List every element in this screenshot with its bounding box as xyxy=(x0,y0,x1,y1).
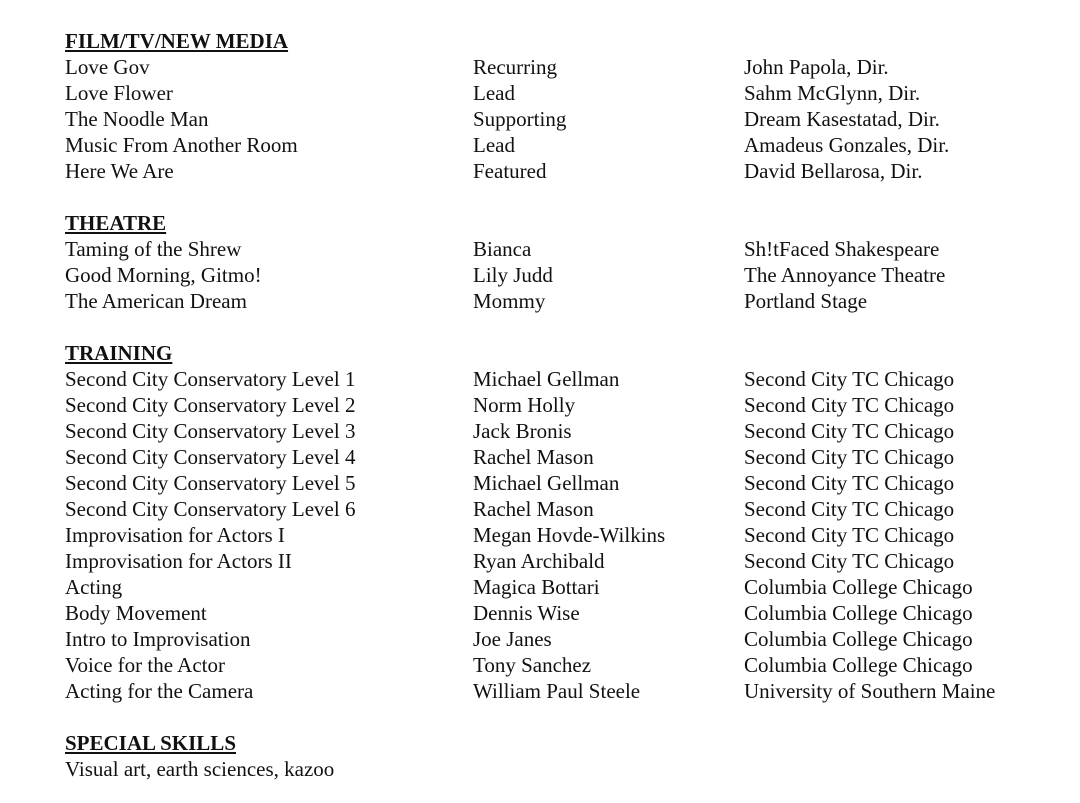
training-section xyxy=(65,340,1055,704)
credit-row xyxy=(65,574,1055,600)
credit-role: Recurring xyxy=(473,55,557,79)
credit-row xyxy=(65,158,1055,184)
credit-title: Second City Conservatory Level 3 xyxy=(65,419,356,443)
credit-role: Jack Bronis xyxy=(473,419,572,443)
theatre-rows xyxy=(65,236,1055,314)
credit-row xyxy=(65,132,1055,158)
credit-row xyxy=(65,548,1055,574)
credit-director: Second City TC Chicago xyxy=(744,393,955,417)
credit-director: John Papola, Dir. xyxy=(744,55,889,79)
credit-director: Second City TC Chicago xyxy=(744,445,955,469)
credit-title: Second City Conservatory Level 1 xyxy=(65,367,356,391)
credit-director: Second City TC Chicago xyxy=(744,497,955,521)
credit-title: Second City Conservatory Level 4 xyxy=(65,445,356,469)
credit-director: Second City TC Chicago xyxy=(744,367,955,391)
credit-director: Second City TC Chicago xyxy=(744,471,955,495)
credit-role: Lead xyxy=(473,133,515,157)
credit-title: Second City Conservatory Level 6 xyxy=(65,497,356,521)
credit-row xyxy=(65,626,1055,652)
credit-role: Rachel Mason xyxy=(473,445,594,469)
credit-role: Mommy xyxy=(473,289,546,313)
credit-title: Second City Conservatory Level 5 xyxy=(65,471,356,495)
credit-title: Acting for the Camera xyxy=(65,679,254,703)
credit-director: Amadeus Gonzales, Dir. xyxy=(744,133,950,157)
credit-director: Columbia College Chicago xyxy=(744,575,973,599)
credit-role: William Paul Steele xyxy=(473,679,641,703)
credit-row xyxy=(65,288,1055,314)
credit-role: Dennis Wise xyxy=(473,601,580,625)
credit-role: Rachel Mason xyxy=(473,497,594,521)
credit-row xyxy=(65,262,1055,288)
credit-title: Here We Are xyxy=(65,159,174,183)
credit-director: Columbia College Chicago xyxy=(744,653,973,677)
credit-title: Improvisation for Actors I xyxy=(65,523,285,547)
credit-title: Love Gov xyxy=(65,55,150,79)
credit-row xyxy=(65,80,1055,106)
credit-title: Second City Conservatory Level 2 xyxy=(65,393,356,417)
credit-director: Second City TC Chicago xyxy=(744,549,955,573)
credit-director: Portland Stage xyxy=(744,289,868,313)
special-skills-text: Visual art, earth sciences, kazoo xyxy=(65,757,335,781)
credit-title: Improvisation for Actors II xyxy=(65,549,292,573)
section-heading: THEATRE xyxy=(65,211,167,235)
credit-role: Norm Holly xyxy=(473,393,576,417)
credit-row xyxy=(65,392,1055,418)
credit-row xyxy=(65,600,1055,626)
credit-title: Voice for the Actor xyxy=(65,653,225,677)
credit-title: Music From Another Room xyxy=(65,133,298,157)
credit-director: Second City TC Chicago xyxy=(744,419,955,443)
credit-role: Michael Gellman xyxy=(473,471,620,495)
credit-title: The American Dream xyxy=(65,289,247,313)
credit-role: Magica Bottari xyxy=(473,575,600,599)
credit-row xyxy=(65,236,1055,262)
credit-row xyxy=(65,496,1055,522)
credit-row xyxy=(65,444,1055,470)
credit-row xyxy=(65,418,1055,444)
credit-row xyxy=(65,106,1055,132)
credit-row xyxy=(65,522,1055,548)
section-heading: FILM/TV/NEW MEDIA xyxy=(65,29,289,53)
credit-director: Columbia College Chicago xyxy=(744,601,973,625)
credit-role: Ryan Archibald xyxy=(473,549,605,573)
special-skills-section xyxy=(65,730,1055,782)
credit-title: Acting xyxy=(65,575,123,599)
credit-director: David Bellarosa, Dir. xyxy=(744,159,923,183)
credit-row xyxy=(65,470,1055,496)
credit-title: The Noodle Man xyxy=(65,107,209,131)
credit-role: Tony Sanchez xyxy=(473,653,592,677)
credit-director: Sh!tFaced Shakespeare xyxy=(744,237,940,261)
credit-director: Sahm McGlynn, Dir. xyxy=(744,81,921,105)
credit-role: Bianca xyxy=(473,237,532,261)
credit-row xyxy=(65,652,1055,678)
credit-director: University of Southern Maine xyxy=(744,679,996,703)
credit-row xyxy=(65,678,1055,704)
section-heading: TRAINING xyxy=(65,341,173,365)
credit-director: Columbia College Chicago xyxy=(744,627,973,651)
credit-role: Michael Gellman xyxy=(473,367,620,391)
credit-title: Intro to Improvisation xyxy=(65,627,251,651)
credit-role: Supporting xyxy=(473,107,567,131)
credit-row xyxy=(65,366,1055,392)
resume-page xyxy=(65,28,1055,782)
section-heading: SPECIAL SKILLS xyxy=(65,731,236,755)
credit-role: Joe Janes xyxy=(473,627,552,651)
theatre-section xyxy=(65,210,1055,314)
credit-row xyxy=(65,54,1055,80)
credit-role: Megan Hovde-Wilkins xyxy=(473,523,666,547)
credit-title: Good Morning, Gitmo! xyxy=(65,263,262,287)
credit-title: Love Flower xyxy=(65,81,173,105)
credit-director: Dream Kasestatad, Dir. xyxy=(744,107,940,131)
credit-title: Body Movement xyxy=(65,601,207,625)
credit-title: Taming of the Shrew xyxy=(65,237,242,261)
film-section xyxy=(65,28,1055,184)
training-rows xyxy=(65,366,1055,704)
credit-director: Second City TC Chicago xyxy=(744,523,955,547)
credit-role: Lily Judd xyxy=(473,263,553,287)
credit-role: Featured xyxy=(473,159,547,183)
credit-role: Lead xyxy=(473,81,515,105)
credit-director: The Annoyance Theatre xyxy=(744,263,946,287)
film-rows xyxy=(65,54,1055,184)
